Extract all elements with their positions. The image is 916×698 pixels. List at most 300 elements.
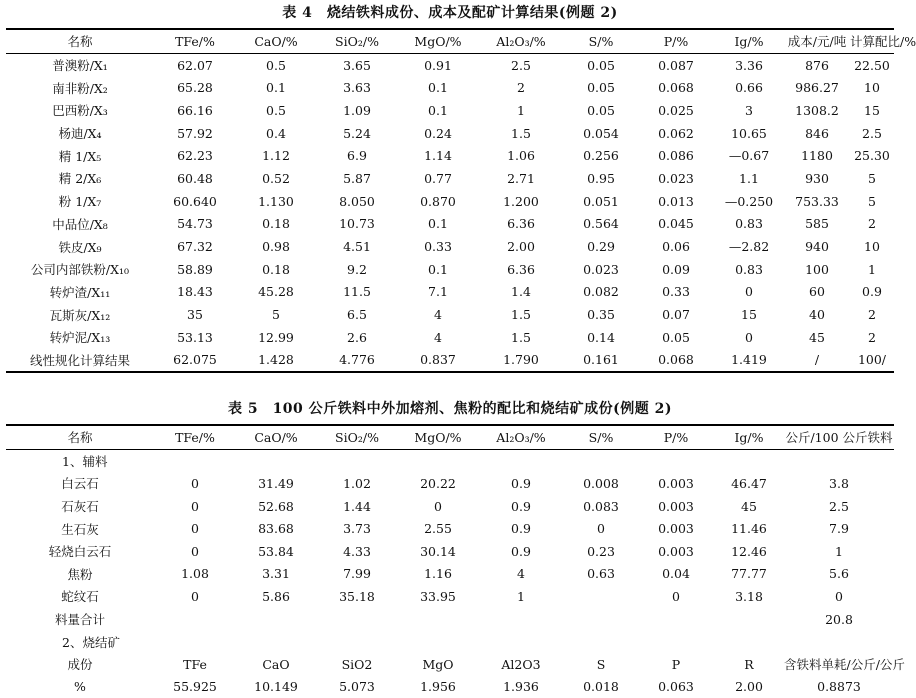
table-cell: 1.44 (343, 498, 371, 514)
empty-cell (564, 608, 638, 631)
table-cell: 1.130 (258, 193, 294, 209)
table-cell: 54.73 (177, 216, 213, 232)
table-cell: Al2O3 (501, 656, 541, 672)
table-cell: 0.4 (266, 125, 286, 141)
table-cell: 1.419 (731, 352, 767, 368)
table-cell: 4 (517, 566, 525, 582)
section-row (6, 630, 894, 653)
table-cell: 3.36 (735, 57, 763, 73)
table-cell: 0.35 (587, 307, 615, 323)
empty-cell (154, 608, 236, 631)
table-cell: 2 (868, 307, 876, 323)
table-row (6, 495, 894, 518)
table-cell: 100/ (857, 352, 887, 368)
table-cell: 0.09 (662, 261, 690, 277)
table-cell: 0.05 (587, 80, 615, 96)
row-name-cell: 生石灰 (61, 521, 99, 537)
table-cell: 5 (868, 170, 876, 186)
table-cell: 5.24 (343, 125, 371, 141)
table-cell: 2.5 (862, 125, 882, 141)
col-header: TFe/% (154, 425, 236, 449)
table-cell: 52.68 (258, 498, 294, 514)
table-cell: 0.05 (587, 57, 615, 73)
section-label: 1、辅料 (62, 453, 108, 469)
table-cell: 0.068 (658, 352, 694, 368)
row-name-cell: 白云石 (61, 476, 99, 492)
col-header: MgO/% (398, 29, 478, 53)
row-name-cell: 精 1/X₅ (58, 148, 102, 164)
row-name-cell: 线性规化计算结果 (29, 352, 130, 368)
table-cell: 4 (434, 307, 442, 323)
row-name-cell: 普澳粉/X₁ (52, 58, 108, 74)
table-cell: 0.161 (583, 352, 619, 368)
table-cell: 1.5 (511, 329, 531, 345)
table-cell: 0.083 (583, 498, 619, 514)
table-cell: 12.46 (731, 543, 767, 559)
table-cell: R (744, 656, 754, 672)
table-cell: 7.99 (343, 566, 371, 582)
table-cell: 58.89 (177, 261, 213, 277)
table-cell: 0.29 (587, 239, 615, 255)
composition-header-row (6, 653, 894, 676)
table-cell: 0.051 (583, 193, 619, 209)
table-cell: 10 (864, 80, 880, 96)
empty-cell (316, 608, 398, 631)
table-cell: 876 (805, 57, 829, 73)
table-cell: 100 (805, 261, 829, 277)
row-name-cell: 转炉渣/X₁₁ (49, 284, 111, 300)
table-cell: 986.27 (795, 80, 839, 96)
table5-header-row (6, 425, 894, 449)
table-cell: 0.256 (583, 148, 619, 164)
table-row (6, 235, 894, 258)
table-cell: 0.33 (662, 284, 690, 300)
table-cell: 930 (805, 170, 829, 186)
table-cell: 0.18 (262, 216, 290, 232)
table-cell: 83.68 (258, 521, 294, 537)
table-cell: 0.04 (662, 566, 690, 582)
table-cell: 6.36 (507, 216, 535, 232)
empty-cell (638, 608, 714, 631)
table-cell: 846 (805, 125, 829, 141)
table-cell: 2.55 (424, 521, 452, 537)
table-cell: 6.9 (347, 148, 367, 164)
col-header: 公斤/100 公斤铁料 (784, 425, 894, 449)
col-header: SiO₂/% (316, 425, 398, 449)
table-cell: 0.013 (658, 193, 694, 209)
table-cell: 0.003 (658, 521, 694, 537)
table-cell: 0.5 (266, 102, 286, 118)
row-name-cell: 焦粉 (67, 566, 93, 582)
row-name-cell: 铁皮/X₉ (58, 239, 102, 255)
table-cell: 55.925 (173, 679, 217, 695)
table-cell: 25.30 (854, 148, 890, 164)
table-cell: 40 (809, 307, 825, 323)
table-cell: 8.050 (339, 193, 375, 209)
table-cell: 10.65 (731, 125, 767, 141)
col-header: TFe/% (154, 29, 236, 53)
table-cell: —2.82 (728, 239, 770, 255)
table-cell: 2 (517, 80, 525, 96)
col-header: Ig/% (714, 425, 784, 449)
table-cell: 0.003 (658, 475, 694, 491)
table-cell: 0 (434, 498, 442, 514)
table-cell: 1180 (801, 148, 833, 164)
table-cell: 0.087 (658, 57, 694, 73)
table-cell: 0.068 (658, 80, 694, 96)
table-cell: 3 (745, 102, 753, 118)
table-cell: 0 (191, 521, 199, 537)
table-cell: 0.023 (658, 170, 694, 186)
table-cell: 6.5 (347, 307, 367, 323)
table5-body (6, 449, 905, 698)
table-cell: 7.9 (829, 521, 849, 537)
table-row (6, 258, 894, 281)
table-cell: 0 (745, 284, 753, 300)
col-header: P/% (638, 425, 714, 449)
table-cell: 0.870 (420, 193, 456, 209)
table-cell: 33.95 (420, 588, 456, 604)
table-cell: 585 (805, 216, 829, 232)
table-cell: 53.13 (177, 329, 213, 345)
table-cell: 3.73 (343, 521, 371, 537)
table-cell: 0.025 (658, 102, 694, 118)
table-cell: 0.05 (662, 329, 690, 345)
table-cell: 15 (864, 102, 880, 118)
table-cell: 62.075 (173, 352, 217, 368)
table-row (6, 585, 894, 608)
table-cell (564, 585, 638, 608)
composition-value-row (6, 676, 894, 698)
table-cell: 1.12 (262, 148, 290, 164)
table-cell: 1.936 (503, 679, 539, 695)
row-name-cell: 转炉泥/X₁₃ (49, 330, 111, 346)
table-cell: 2.71 (507, 170, 535, 186)
table-cell: 0.63 (587, 566, 615, 582)
table-row (6, 190, 894, 213)
table-cell: 0.14 (587, 329, 615, 345)
table-cell: 2.00 (735, 679, 763, 695)
table-cell: 0.1 (428, 261, 448, 277)
row-name-cell: 轻烧白云石 (48, 544, 112, 560)
table-cell: 1.06 (507, 148, 535, 164)
table-cell: 4.51 (343, 239, 371, 255)
table-cell: 0.5 (266, 57, 286, 73)
table-cell: 4 (434, 329, 442, 345)
table-cell: 77.77 (731, 566, 767, 582)
table-cell: 0.082 (583, 284, 619, 300)
col-header: S/% (564, 425, 638, 449)
table-row (6, 281, 894, 304)
table-cell: 2.6 (347, 329, 367, 345)
table-cell: 1.5 (511, 125, 531, 141)
table-cell: 1.4 (511, 284, 531, 300)
table-cell: 1.1 (739, 170, 759, 186)
table-cell: 0 (597, 521, 605, 537)
table-cell: 0.83 (735, 261, 763, 277)
table-cell: 0.24 (424, 125, 452, 141)
table4-caption: 表 4 烧结铁料成份、成本及配矿计算结果(例题 2) (282, 5, 618, 21)
table4-body (6, 53, 894, 372)
row-name-cell: % (74, 679, 86, 695)
table-row (6, 472, 894, 495)
col-header: 名称 (6, 29, 154, 53)
table4-header-row (6, 29, 894, 53)
table-cell: 57.92 (177, 125, 213, 141)
table-cell: 1 (835, 543, 843, 559)
section-row (6, 449, 894, 472)
table-cell: 1.5 (511, 307, 531, 323)
table-cell: 65.28 (177, 80, 213, 96)
table-cell: 2 (868, 216, 876, 232)
table-cell: 0.9 (511, 543, 531, 559)
table-cell: 0.66 (735, 80, 763, 96)
table-cell: 0.564 (583, 216, 619, 232)
table-cell: 0.008 (583, 475, 619, 491)
table-cell: 4.776 (339, 352, 375, 368)
table-cell: 45.28 (258, 284, 294, 300)
table-row (6, 144, 894, 167)
table-cell: 0.91 (424, 57, 452, 73)
col-header: CaO/% (236, 29, 316, 53)
table-cell: 0.9 (862, 284, 882, 300)
table-cell: 60.640 (173, 193, 217, 209)
table-cell: P (671, 656, 681, 672)
table-cell: 45 (809, 329, 825, 345)
table-cell: 0.06 (662, 239, 690, 255)
table-cell: 1.428 (258, 352, 294, 368)
table-row (6, 563, 894, 586)
table-cell: 35.18 (339, 588, 375, 604)
table-cell: —0.67 (728, 148, 770, 164)
table-cell: 940 (805, 239, 829, 255)
table-cell: 12.99 (258, 329, 294, 345)
table-cell: 67.32 (177, 239, 213, 255)
table-cell: 0.1 (428, 216, 448, 232)
table-cell: 1.08 (181, 566, 209, 582)
table5 (6, 424, 905, 698)
table-cell: 0.1 (428, 80, 448, 96)
col-header: 计算配比/% (850, 29, 894, 53)
col-header: CaO/% (236, 425, 316, 449)
table-cell: 60 (809, 284, 825, 300)
table-cell: 0.83 (735, 216, 763, 232)
row-name-cell: 成份 (67, 657, 93, 673)
row-name-cell: 精 2/X₆ (58, 171, 102, 187)
table-cell: 5.6 (829, 566, 849, 582)
table-cell: 0 (835, 588, 843, 604)
table-cell: 3.31 (262, 566, 290, 582)
table-cell: 0.95 (587, 170, 615, 186)
col-header: S/% (564, 29, 638, 53)
table-cell: 30.14 (420, 543, 456, 559)
table-cell: 1.16 (424, 566, 452, 582)
total-label: 料量合计 (54, 612, 105, 628)
total-value: 20.8 (825, 611, 853, 627)
table-cell: 1.02 (343, 475, 371, 491)
col-header: 成本/元/吨 (784, 29, 850, 53)
table-row (6, 53, 894, 76)
row-name-cell: 南非粉/X₂ (52, 80, 108, 96)
table-cell: 0 (672, 588, 680, 604)
table-cell: 45 (741, 498, 757, 514)
table-cell: 2.5 (511, 57, 531, 73)
col-header: Al₂O₃/% (478, 29, 564, 53)
table-cell: 10 (864, 239, 880, 255)
table-cell: 31.49 (258, 475, 294, 491)
table-cell: 5.86 (262, 588, 290, 604)
table-cell: 0.018 (583, 679, 619, 695)
table-cell: 1 (517, 588, 525, 604)
table-cell: 0.9 (511, 475, 531, 491)
table-cell: 22.50 (854, 57, 890, 73)
table-cell: 15 (741, 307, 757, 323)
table-cell: 1 (517, 102, 525, 118)
table-cell: 0.33 (424, 239, 452, 255)
table-row (6, 167, 894, 190)
table-cell: 0.054 (583, 125, 619, 141)
row-name-cell: 杨迪/X₄ (58, 126, 102, 142)
table-cell: 53.84 (258, 543, 294, 559)
table-cell: 3.63 (343, 80, 371, 96)
table4 (6, 28, 916, 373)
table-row (6, 540, 894, 563)
section-label: 2、烧结矿 (62, 634, 120, 650)
table-cell: 0 (745, 329, 753, 345)
table-cell: 1.14 (424, 148, 452, 164)
table-cell: 3.18 (735, 588, 763, 604)
table-cell: 含铁料单耗/公斤/公斤 (784, 657, 905, 673)
table-cell: 0.023 (583, 261, 619, 277)
total-row (6, 608, 894, 631)
table-cell: 11.5 (343, 284, 371, 300)
table-cell: 1 (868, 261, 876, 277)
table-row (6, 122, 894, 145)
table-cell: 18.43 (177, 284, 213, 300)
col-header: P/% (638, 29, 714, 53)
table-cell: 0 (191, 543, 199, 559)
table-cell: 0.9 (511, 521, 531, 537)
table-cell: 9.2 (347, 261, 367, 277)
table-row (6, 213, 894, 236)
row-name-cell: 粉 1/X₇ (58, 194, 102, 210)
table-cell: 0.77 (424, 170, 452, 186)
table5-caption: 表 5 100 公斤铁料中外加熔剂、焦粉的配比和烧结矿成份(例题 2) (227, 401, 673, 417)
table-cell: 0.05 (587, 102, 615, 118)
row-name-cell: 公司内部铁粉/X₁₀ (30, 262, 130, 278)
table-cell: 0.9 (511, 498, 531, 514)
table-cell: 0.003 (658, 498, 694, 514)
table-cell: 0.23 (587, 543, 615, 559)
table-cell: 0.062 (658, 125, 694, 141)
col-header: SiO₂/% (316, 29, 398, 53)
table-cell: 0.8873 (817, 679, 861, 695)
row-name-cell: 石灰石 (61, 499, 99, 515)
table-row (6, 517, 894, 540)
table-cell: 6.36 (507, 261, 535, 277)
table-cell: CaO (262, 656, 290, 672)
table-cell: 2 (868, 329, 876, 345)
table-cell: 5.073 (339, 679, 375, 695)
table-cell: 0.07 (662, 307, 690, 323)
table-cell: 4.33 (343, 543, 371, 559)
empty-cell (478, 608, 564, 631)
row-name-cell: 瓦斯灰/X₁₂ (49, 307, 111, 323)
table-cell: 0.003 (658, 543, 694, 559)
empty-cell (714, 608, 784, 631)
table-row (6, 326, 894, 349)
table-cell: 46.47 (731, 475, 767, 491)
table-row (6, 76, 894, 99)
empty-cell (236, 608, 316, 631)
table-row (6, 349, 894, 373)
table-row (6, 99, 894, 122)
table-cell: 10.149 (254, 679, 298, 695)
row-name-cell: 中品位/X₈ (52, 216, 108, 232)
empty-cell (398, 608, 478, 631)
table-cell: 0 (191, 498, 199, 514)
table-cell: 0.1 (428, 102, 448, 118)
table-cell: 62.07 (177, 57, 213, 73)
table-cell: 0.063 (658, 679, 694, 695)
table-cell: 0.086 (658, 148, 694, 164)
table-cell: 11.46 (731, 521, 767, 537)
table-cell: 7.1 (428, 284, 448, 300)
table-cell: 1.790 (503, 352, 539, 368)
table-cell: SiO2 (341, 656, 373, 672)
row-name-cell: 蛇纹石 (61, 589, 99, 605)
table-cell: 35 (187, 307, 203, 323)
table-cell: MgO (422, 656, 454, 672)
col-header: Ig/% (714, 29, 784, 53)
table-cell: 0.1 (266, 80, 286, 96)
table-cell: 5 (272, 307, 280, 323)
table-cell: 1.200 (503, 193, 539, 209)
table-cell: 0 (191, 475, 199, 491)
table-cell: 2.00 (507, 239, 535, 255)
table-cell: 753.33 (795, 193, 839, 209)
table-cell: 0.52 (262, 170, 290, 186)
table-cell: 1308.2 (795, 102, 839, 118)
table-cell: 0.837 (420, 352, 456, 368)
table-row (6, 303, 894, 326)
table-cell: 20.22 (420, 475, 456, 491)
table-cell: 0 (191, 588, 199, 604)
table-cell: 66.16 (177, 102, 213, 118)
col-header: MgO/% (398, 425, 478, 449)
table-cell: S (596, 656, 606, 672)
table-cell: 0.98 (262, 239, 290, 255)
table-cell: 3.65 (343, 57, 371, 73)
table-cell: 62.23 (177, 148, 213, 164)
table-cell: 0.18 (262, 261, 290, 277)
table-cell: 5 (868, 193, 876, 209)
col-header: Al₂O₃/% (478, 425, 564, 449)
table-cell: 2.5 (829, 498, 849, 514)
table-cell: 1.956 (420, 679, 456, 695)
table-cell: 1.09 (343, 102, 371, 118)
table-cell: 10.73 (339, 216, 375, 232)
table-cell: 0.045 (658, 216, 694, 232)
table-cell: TFe (183, 656, 207, 672)
table-cell: 60.48 (177, 170, 213, 186)
table-cell: / (814, 352, 820, 368)
table-cell: 5.87 (343, 170, 371, 186)
row-name-cell: 巴西粉/X₃ (52, 103, 108, 119)
table-cell: 3.8 (829, 475, 849, 491)
table-cell: —0.250 (724, 193, 774, 209)
col-header: 名称 (6, 425, 154, 449)
